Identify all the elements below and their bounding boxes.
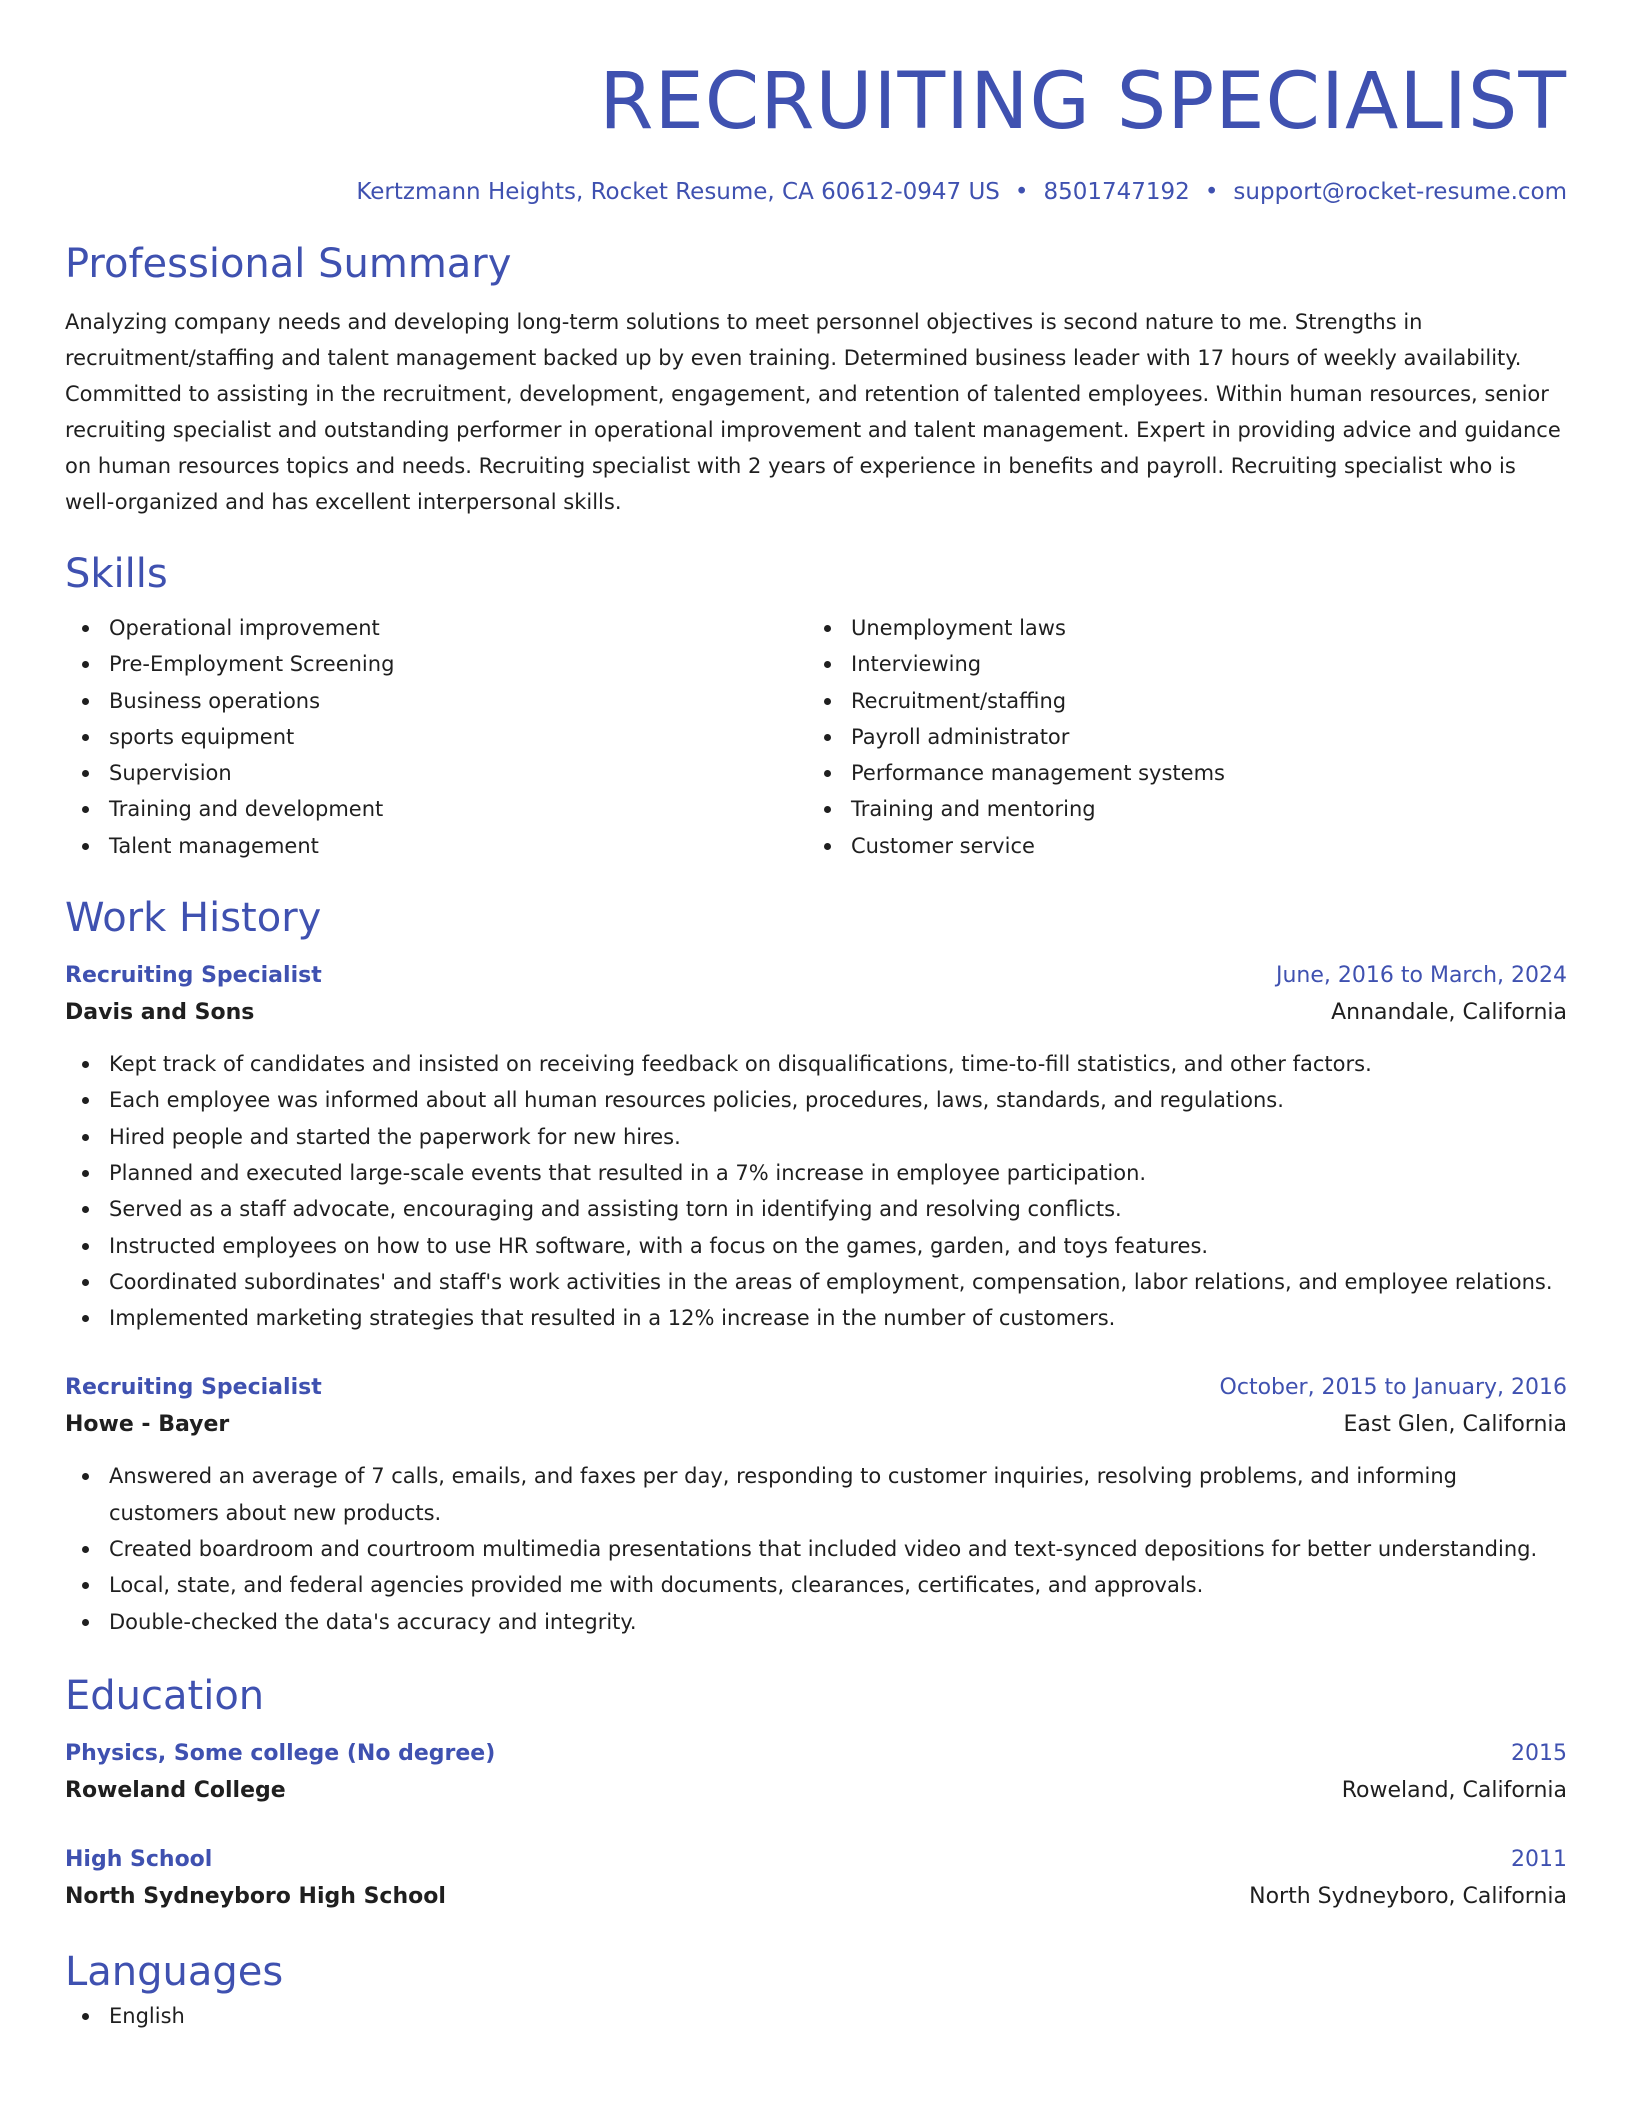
bullet-icon (82, 1061, 89, 1068)
job-role: Recruiting Specialist (65, 963, 322, 989)
list-item: Planned and executed large-scale events that resulted in a 7% increase in employee participation. (65, 1155, 1567, 1191)
job-company-row (65, 1406, 1567, 1444)
skill-item: Talent management (65, 828, 807, 864)
bullet-icon (82, 1243, 89, 1250)
skill-item: Training and development (65, 791, 807, 827)
summary-text: Analyzing company needs and developing long-term solutions to meet personnel objectives is second nature to me. Strengths in recruitment/staffing and talent management backed up by even training. Determined business leader with 17 hours of weekly availability. Committed to assisting in the recruitment, development, engagement, and retention of talented employees. Within human resources, senior recruiting specialist and outstanding performer in operational improvement and talent management. Expert in providing advice and guidance on human resources topics and needs. Recruiting specialist with 2 years of experience in benefits and payroll. Recruiting specialist who is well-organized and has excellent interpersonal skills. (65, 310, 1561, 514)
education-year: 2011 (1511, 1846, 1567, 1872)
job-header-row (65, 958, 1567, 994)
bullet-icon (82, 1546, 89, 1553)
section-title-work-history: Work History (65, 895, 322, 942)
job-role: Recruiting Specialist (65, 1375, 322, 1401)
education-header-row (65, 1842, 1567, 1878)
bullet-icon (82, 1619, 89, 1626)
section-title-languages: Languages (65, 1948, 284, 1995)
separator-dot: • (1204, 179, 1219, 205)
skills-list-right (807, 610, 1549, 864)
bullet-icon (824, 843, 831, 850)
contact-line (65, 176, 1567, 208)
job-company: Davis and Sons (65, 1000, 255, 1026)
bullet-icon (82, 625, 89, 632)
bullet-icon (82, 1134, 89, 1141)
education-entry (65, 1736, 1567, 1810)
bullet-icon (82, 2013, 89, 2020)
education-year: 2015 (1511, 1740, 1567, 1766)
bullet-icon (82, 1206, 89, 1213)
bullet-icon (82, 1582, 89, 1589)
section-title-summary: Professional Summary (65, 241, 512, 287)
education-degree: Physics, Some college (No degree) (65, 1740, 496, 1766)
job-header-row (65, 1370, 1567, 1406)
education-location: North Sydneyboro, California (1249, 1883, 1567, 1909)
bullet-icon (82, 1473, 89, 1480)
list-item: Each employee was informed about all human resources policies, procedures, laws, standards, and regulations. (65, 1082, 1567, 1118)
bullet-icon (82, 734, 89, 741)
skill-item: Business operations (65, 683, 807, 719)
skill-item: Performance management systems (807, 755, 1549, 791)
list-item: Instructed employees on how to use HR software, with a focus on the games, garden, and toys features. (65, 1228, 1567, 1264)
education-school: Roweland College (65, 1777, 286, 1803)
bullet-icon (82, 698, 89, 705)
phone: 8501747192 (1043, 179, 1190, 205)
languages-list (65, 1998, 1567, 2034)
bullet-icon (824, 770, 831, 777)
bullet-icon (82, 1097, 89, 1104)
list-item: Local, state, and federal agencies provided me with documents, clearances, certificates, and approvals. (65, 1567, 1567, 1603)
job-bullets (65, 1458, 1567, 1639)
bullet-icon (824, 625, 831, 632)
job-dates: October, 2015 to January, 2016 (1219, 1375, 1567, 1401)
separator-dot: • (1014, 179, 1029, 205)
job-entry (65, 958, 1567, 1336)
resume-header (65, 52, 1567, 208)
job-bullets (65, 1046, 1567, 1336)
language-item: English (65, 1998, 1567, 2034)
bullet-icon (82, 770, 89, 777)
email-link[interactable]: support@rocket-resume.com (1233, 179, 1567, 205)
bullet-icon (824, 734, 831, 741)
section-title-education: Education (65, 1672, 265, 1719)
bullet-icon (824, 806, 831, 813)
bullet-icon (82, 806, 89, 813)
education-degree: High School (65, 1846, 213, 1872)
bullet-icon (82, 843, 89, 850)
education-header-row (65, 1736, 1567, 1772)
resume-title: RECRUITING SPECIALIST (599, 57, 1567, 147)
skill-item: Payroll administrator (807, 719, 1549, 755)
job-company-row (65, 994, 1567, 1032)
bullet-icon (82, 661, 89, 668)
skill-item: Recruitment/staffing (807, 683, 1549, 719)
list-item: Served as a staff advocate, encouraging and assisting torn in identifying and resolving conflicts. (65, 1191, 1567, 1227)
bullet-icon (824, 661, 831, 668)
job-entry (65, 1370, 1567, 1639)
list-item: Coordinated subordinates' and staff's work activities in the areas of employment, compensation, labor relations, and employee relations. (65, 1264, 1567, 1300)
skills-column-right (807, 610, 1549, 864)
education-school-row (65, 1878, 1567, 1916)
job-dates: June, 2016 to March, 2024 (1276, 963, 1567, 989)
list-item: Hired people and started the paperwork for new hires. (65, 1119, 1567, 1155)
education-school-row (65, 1772, 1567, 1810)
bullet-icon (82, 1315, 89, 1322)
bullet-icon (82, 1170, 89, 1177)
list-item: Kept track of candidates and insisted on receiving feedback on disqualifications, time-to-fill statistics, and other factors. (65, 1046, 1567, 1082)
skill-item: Training and mentoring (807, 791, 1549, 827)
section-title-skills: Skills (65, 551, 168, 597)
skill-item: Pre-Employment Screening (65, 646, 807, 682)
job-company: Howe - Bayer (65, 1412, 230, 1438)
skill-item: Operational improvement (65, 610, 807, 646)
list-item: Implemented marketing strategies that resulted in a 12% increase in the number of customers. (65, 1300, 1567, 1336)
list-item: Double-checked the data's accuracy and integrity. (65, 1604, 1567, 1640)
skill-item: Customer service (807, 828, 1549, 864)
job-location: Annandale, California (1331, 1000, 1567, 1026)
education-location: Roweland, California (1341, 1777, 1567, 1803)
skills-list-left (65, 610, 807, 864)
education-school: North Sydneyboro High School (65, 1883, 446, 1909)
job-location: East Glen, California (1343, 1412, 1567, 1438)
skill-item: Unemployment laws (807, 610, 1549, 646)
bullet-icon (824, 698, 831, 705)
bullet-icon (82, 1279, 89, 1286)
skills-grid (65, 610, 1567, 864)
skill-item: Interviewing (807, 646, 1549, 682)
skills-column-left (65, 610, 807, 864)
address: Kertzmann Heights, Rocket Resume, CA 60612-0947 US (356, 179, 1000, 205)
education-entry (65, 1842, 1567, 1916)
list-item: Created boardroom and courtroom multimedia presentations that included video and text-synced depositions for better understanding. (65, 1531, 1567, 1567)
skill-item: sports equipment (65, 719, 807, 755)
skill-item: Supervision (65, 755, 807, 791)
list-item: Answered an average of 7 calls, emails, and faxes per day, responding to customer inquiries, resolving problems, and informing customers about new products. (65, 1458, 1567, 1531)
